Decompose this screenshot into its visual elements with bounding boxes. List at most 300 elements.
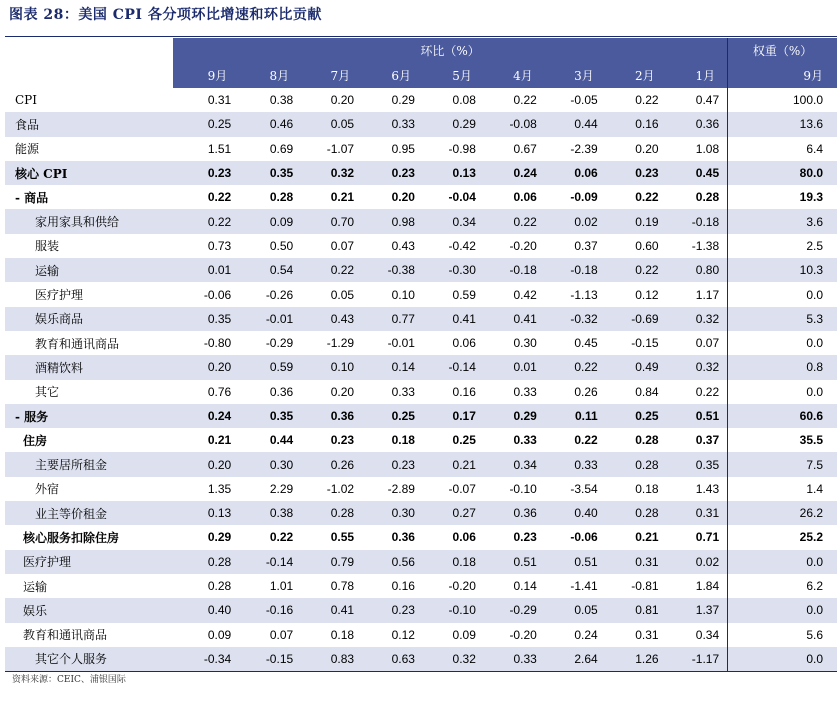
mom-value-cell: 0.25 <box>362 404 423 428</box>
row-label: 其它 <box>35 385 60 400</box>
mom-value-cell: 0.37 <box>574 238 598 253</box>
mom-value-cell: 0.22 <box>635 93 659 108</box>
mom-value-cell: -0.07 <box>448 481 476 496</box>
mom-value-cell: 0.18 <box>391 433 415 448</box>
mom-value-cell: -0.06 <box>570 530 598 545</box>
mom-value-cell: -0.26 <box>265 287 294 302</box>
mom-value-cell: 0.22 <box>574 433 598 448</box>
table-row <box>5 501 837 525</box>
mom-value-cell: 0.81 <box>606 598 667 622</box>
mom-value-cell: 0.22 <box>545 355 606 379</box>
mom-value-cell: 0.67 <box>513 141 537 156</box>
mom-value-cell: 0.49 <box>606 355 667 379</box>
mom-value-cell: -0.20 <box>448 579 476 594</box>
mom-value-cell: 0.30 <box>513 336 537 351</box>
mom-value-cell: 0.37 <box>695 433 720 448</box>
row-label: 主要居所租金 <box>5 452 173 476</box>
mom-value-cell: 0.10 <box>301 355 362 379</box>
row-label: - 商品 <box>15 190 49 205</box>
row-label: 核心 CPI <box>5 161 173 185</box>
mom-value-cell: 0.05 <box>330 287 355 302</box>
mom-value-cell: -0.01 <box>239 307 301 331</box>
mom-value-cell: 0.22 <box>269 530 294 545</box>
mom-value-cell: -0.10 <box>509 481 537 496</box>
mom-value-cell: -0.15 <box>239 647 301 672</box>
row-label: 其它个人服务 <box>5 647 173 672</box>
mom-value-cell: 2.29 <box>269 481 294 496</box>
mom-value-cell: 0.25 <box>452 433 476 448</box>
row-label: 运输 <box>23 579 48 594</box>
table-row <box>5 647 837 672</box>
mom-value-cell: 0.16 <box>452 384 476 399</box>
mom-value-cell: 0.84 <box>635 384 659 399</box>
row-label: 食品 <box>5 112 173 136</box>
mom-value-cell: 0.12 <box>391 627 415 642</box>
table-row <box>5 307 837 331</box>
mom-value-cell: 0.34 <box>695 627 720 642</box>
header-weight-month: 9月 <box>728 63 837 88</box>
mom-value-cell: 0.28 <box>269 190 294 205</box>
mom-value-cell: 0.21 <box>207 433 232 448</box>
mom-value-cell: 0.25 <box>606 404 667 428</box>
table-row <box>5 550 837 574</box>
mom-value-cell: 0.71 <box>695 530 720 545</box>
mom-value-cell: 0.51 <box>667 404 728 428</box>
mom-value-cell: 0.29 <box>423 112 484 136</box>
mom-value-cell: 0.55 <box>330 530 355 545</box>
mom-value-cell: -2.89 <box>387 481 415 496</box>
header-month-cell: 9月 <box>173 63 239 88</box>
table-row <box>5 623 837 647</box>
weight-value-cell: 3.6 <box>728 209 837 233</box>
header-corner <box>5 38 173 63</box>
weight-value-cell: 5.3 <box>728 307 837 331</box>
mom-value-cell: 1.26 <box>606 647 667 672</box>
mom-value-cell: 0.36 <box>269 384 294 399</box>
mom-value-cell: -0.98 <box>448 141 476 156</box>
mom-value-cell: -0.15 <box>631 336 659 351</box>
mom-value-cell: 0.06 <box>452 530 476 545</box>
header-month-cell: 1月 <box>667 63 728 88</box>
mom-value-cell: 0.11 <box>545 404 606 428</box>
mom-value-cell: -0.20 <box>509 627 537 642</box>
mom-value-cell: 0.16 <box>606 112 667 136</box>
mom-value-cell: 0.22 <box>606 258 667 282</box>
weight-value-cell: 60.6 <box>728 404 837 428</box>
mom-value-cell: 0.07 <box>695 336 720 351</box>
mom-value-cell: 0.33 <box>391 384 415 399</box>
cpi-table <box>5 38 837 672</box>
mom-value-cell: 1.17 <box>695 287 720 302</box>
mom-value-cell: 0.09 <box>452 627 476 642</box>
weight-value-cell: 6.2 <box>728 574 837 598</box>
mom-value-cell: 0.26 <box>574 384 598 399</box>
mom-value-cell: 0.01 <box>173 258 239 282</box>
mom-value-cell: 0.09 <box>207 627 232 642</box>
mom-value-cell: -0.18 <box>667 209 728 233</box>
mom-value-cell: 0.41 <box>423 307 484 331</box>
mom-value-cell: 0.07 <box>269 627 294 642</box>
mom-value-cell: 0.24 <box>173 404 239 428</box>
header-month-cell: 2月 <box>606 63 667 88</box>
page-title: 图表 28：美国 CPI 各分项环比增速和环比贡献 <box>9 7 322 23</box>
header-month-cell: 7月 <box>301 63 362 88</box>
mom-value-cell: 0.08 <box>452 93 476 108</box>
mom-value-cell: 0.35 <box>667 452 728 476</box>
mom-value-cell: 0.23 <box>362 161 423 185</box>
mom-value-cell: 0.54 <box>239 258 301 282</box>
mom-value-cell: 0.70 <box>301 209 362 233</box>
table-row <box>5 331 837 355</box>
mom-value-cell: -0.10 <box>423 598 484 622</box>
table-row <box>5 234 837 258</box>
mom-value-cell: 0.19 <box>606 209 667 233</box>
mom-value-cell: 0.10 <box>391 287 415 302</box>
header-month-cell: 5月 <box>423 63 484 88</box>
mom-value-cell: 1.08 <box>695 141 720 156</box>
mom-value-cell: 0.23 <box>362 598 423 622</box>
mom-value-cell: 0.51 <box>545 550 606 574</box>
row-label: 业主等价租金 <box>5 501 173 525</box>
weight-value-cell: 0.0 <box>728 331 837 355</box>
mom-value-cell: -0.81 <box>631 579 659 594</box>
mom-value-cell: 0.25 <box>173 112 239 136</box>
mom-value-cell: 0.36 <box>484 501 545 525</box>
mom-value-cell: 0.20 <box>330 384 355 399</box>
mom-value-cell: 1.51 <box>207 141 232 156</box>
mom-value-cell: 0.24 <box>574 627 598 642</box>
row-label: 核心服务扣除住房 <box>23 530 120 545</box>
mom-value-cell: 1.84 <box>695 579 720 594</box>
mom-value-cell: 0.02 <box>545 209 606 233</box>
mom-value-cell: 0.95 <box>391 141 415 156</box>
mom-value-cell: 0.23 <box>606 161 667 185</box>
mom-value-cell: 0.16 <box>391 579 415 594</box>
weight-value-cell: 19.3 <box>728 185 837 209</box>
mom-value-cell: 0.09 <box>239 209 301 233</box>
source-note: 资料来源：CEIC、浦银国际 <box>12 675 126 685</box>
mom-value-cell: 0.31 <box>667 501 728 525</box>
mom-value-cell: -0.20 <box>509 238 537 253</box>
mom-value-cell: 0.36 <box>301 404 362 428</box>
mom-value-cell: -1.41 <box>570 579 598 594</box>
row-label: 家用家具和供给 <box>5 209 173 233</box>
mom-value-cell: 0.33 <box>513 384 537 399</box>
mom-value-cell: 0.28 <box>173 550 239 574</box>
table-row <box>5 137 837 161</box>
mom-value-cell: 0.21 <box>423 452 484 476</box>
mom-value-cell: -0.14 <box>239 550 301 574</box>
table-row <box>5 355 837 379</box>
mom-value-cell: 0.23 <box>173 161 239 185</box>
mom-value-cell: 2.64 <box>545 647 606 672</box>
mom-value-cell: 0.21 <box>635 530 659 545</box>
row-label: 医疗护理 <box>35 288 84 303</box>
mom-value-cell: 0.42 <box>513 287 537 302</box>
mom-value-cell: 0.40 <box>173 598 239 622</box>
weight-value-cell: 0.0 <box>728 647 837 672</box>
mom-value-cell: 0.14 <box>513 579 537 594</box>
mom-value-cell: -1.07 <box>326 141 355 156</box>
weight-value-cell: 2.5 <box>728 234 837 258</box>
table-row <box>5 428 837 452</box>
mom-value-cell: 0.38 <box>239 501 301 525</box>
row-label: 服装 <box>35 239 60 254</box>
mom-value-cell: 0.06 <box>545 161 606 185</box>
mom-value-cell: 0.59 <box>239 355 301 379</box>
row-label: 娱乐 <box>5 598 173 622</box>
mom-value-cell: 0.35 <box>173 307 239 331</box>
mom-value-cell: -0.14 <box>423 355 484 379</box>
row-label: 教育和通讯商品 <box>23 628 108 643</box>
mom-value-cell: 0.34 <box>484 452 545 476</box>
table-row <box>5 598 837 622</box>
mom-value-cell: -1.29 <box>326 336 355 351</box>
header-month-cell: 8月 <box>239 63 301 88</box>
mom-value-cell: -0.18 <box>484 258 545 282</box>
mom-value-cell: 0.18 <box>635 481 659 496</box>
mom-value-cell: -1.02 <box>326 481 355 496</box>
mom-value-cell: 0.46 <box>239 112 301 136</box>
mom-value-cell: 0.36 <box>667 112 728 136</box>
row-label: CPI <box>15 93 37 108</box>
mom-value-cell: -0.09 <box>570 190 598 205</box>
mom-value-cell: 0.83 <box>301 647 362 672</box>
mom-value-cell: 0.50 <box>269 238 294 253</box>
mom-value-cell: 0.12 <box>635 287 659 302</box>
mom-value-cell: 0.06 <box>513 190 537 205</box>
mom-value-cell: 0.30 <box>239 452 301 476</box>
mom-value-cell: 0.79 <box>301 550 362 574</box>
mom-value-cell: 0.02 <box>667 550 728 574</box>
mom-value-cell: 0.56 <box>362 550 423 574</box>
mom-value-cell: 0.18 <box>423 550 484 574</box>
header-month-cell: 3月 <box>545 63 606 88</box>
mom-value-cell: -0.06 <box>203 287 232 302</box>
table-row <box>5 185 837 209</box>
mom-value-cell: 0.44 <box>269 433 294 448</box>
mom-value-cell: 0.28 <box>301 501 362 525</box>
mom-value-cell: 0.01 <box>484 355 545 379</box>
mom-value-cell: 0.22 <box>635 190 659 205</box>
mom-value-cell: -0.04 <box>448 190 476 205</box>
weight-value-cell: 26.2 <box>728 501 837 525</box>
mom-value-cell: 0.33 <box>484 647 545 672</box>
mom-value-cell: 1.01 <box>269 579 294 594</box>
mom-value-cell: 0.31 <box>207 93 232 108</box>
table-row <box>5 477 837 501</box>
mom-value-cell: 0.31 <box>606 550 667 574</box>
mom-value-cell: 0.14 <box>362 355 423 379</box>
mom-value-cell: 0.73 <box>207 238 232 253</box>
header-weight-group: 权重（%） <box>728 38 837 63</box>
mom-value-cell: -0.34 <box>173 647 239 672</box>
mom-value-cell: 0.32 <box>667 307 728 331</box>
header-month-cell: 6月 <box>362 63 423 88</box>
row-label: 能源 <box>15 142 40 157</box>
mom-value-cell: 0.33 <box>545 452 606 476</box>
mom-value-cell: 0.63 <box>362 647 423 672</box>
table-row <box>5 380 837 404</box>
mom-value-cell: -0.69 <box>606 307 667 331</box>
mom-value-cell: 0.17 <box>423 404 484 428</box>
table-row <box>5 161 837 185</box>
table-row <box>5 209 837 233</box>
mom-value-cell: 0.22 <box>207 190 232 205</box>
weight-value-cell: 1.4 <box>728 477 837 501</box>
mom-value-cell: 1.37 <box>667 598 728 622</box>
mom-value-cell: 0.36 <box>391 530 415 545</box>
table-row <box>5 112 837 136</box>
mom-value-cell: 0.59 <box>452 287 476 302</box>
mom-value-cell: 0.28 <box>635 433 659 448</box>
mom-value-cell: 0.24 <box>484 161 545 185</box>
header-month-cell: 4月 <box>484 63 545 88</box>
weight-value-cell: 13.6 <box>728 112 837 136</box>
mom-value-cell: 0.29 <box>484 404 545 428</box>
table-row <box>5 574 837 598</box>
mom-value-cell: 1.35 <box>207 481 232 496</box>
weight-value-cell: 25.2 <box>728 525 837 549</box>
weight-value-cell: 5.6 <box>728 623 837 647</box>
mom-value-cell: 0.29 <box>391 93 415 108</box>
weight-value-cell: 80.0 <box>728 161 837 185</box>
mom-value-cell: -1.13 <box>570 287 598 302</box>
title-divider <box>5 36 837 37</box>
mom-value-cell: 0.18 <box>330 627 355 642</box>
mom-value-cell: 0.76 <box>207 384 232 399</box>
mom-value-cell: -0.38 <box>362 258 423 282</box>
mom-value-cell: -0.80 <box>203 336 232 351</box>
mom-value-cell: 0.77 <box>362 307 423 331</box>
mom-value-cell: 0.05 <box>545 598 606 622</box>
mom-value-cell: 0.44 <box>545 112 606 136</box>
mom-value-cell: 0.69 <box>269 141 294 156</box>
mom-value-cell: 0.43 <box>391 238 415 253</box>
mom-value-cell: 0.23 <box>362 452 423 476</box>
mom-value-cell: 0.33 <box>362 112 423 136</box>
mom-value-cell: 0.28 <box>606 452 667 476</box>
header-mom-group: 环比（%） <box>173 38 728 63</box>
row-label: 教育和通讯商品 <box>35 336 120 351</box>
header-group-row <box>5 38 837 63</box>
table-row <box>5 452 837 476</box>
mom-value-cell: 0.45 <box>667 161 728 185</box>
weight-value-cell: 0.0 <box>728 550 837 574</box>
header-corner <box>5 63 173 88</box>
mom-value-cell: -0.01 <box>387 336 415 351</box>
mom-value-cell: -0.29 <box>484 598 545 622</box>
mom-value-cell: -0.16 <box>239 598 301 622</box>
mom-value-cell: -3.54 <box>570 481 598 496</box>
mom-value-cell: 0.43 <box>301 307 362 331</box>
table-row <box>5 525 837 549</box>
mom-value-cell: 0.98 <box>362 209 423 233</box>
mom-value-cell: -0.29 <box>265 336 294 351</box>
row-label: 娱乐商品 <box>5 307 173 331</box>
mom-value-cell: 0.29 <box>207 530 232 545</box>
table-row <box>5 88 837 112</box>
mom-value-cell: -1.38 <box>691 238 720 253</box>
mom-value-cell: 0.22 <box>695 384 720 399</box>
row-label: - 服务 <box>5 404 173 428</box>
mom-value-cell: 0.05 <box>301 112 362 136</box>
mom-value-cell: -0.32 <box>545 307 606 331</box>
mom-value-cell: 0.13 <box>173 501 239 525</box>
mom-value-cell: 0.34 <box>423 209 484 233</box>
mom-value-cell: 0.20 <box>330 93 355 108</box>
mom-value-cell: 0.32 <box>667 355 728 379</box>
mom-value-cell: 0.45 <box>574 336 598 351</box>
row-label: 运输 <box>5 258 173 282</box>
mom-value-cell: 1.43 <box>695 481 720 496</box>
mom-value-cell: 0.20 <box>173 452 239 476</box>
mom-value-cell: 0.21 <box>330 190 355 205</box>
mom-value-cell: 0.28 <box>695 190 720 205</box>
mom-value-cell: -0.08 <box>484 112 545 136</box>
weight-value-cell: 100.0 <box>728 88 837 112</box>
weight-value-cell: 0.0 <box>728 380 837 404</box>
mom-value-cell: 0.28 <box>606 501 667 525</box>
mom-value-cell: -0.30 <box>423 258 484 282</box>
mom-value-cell: 0.60 <box>635 238 659 253</box>
mom-value-cell: 0.35 <box>239 161 301 185</box>
mom-value-cell: 0.40 <box>545 501 606 525</box>
mom-value-cell: -0.42 <box>448 238 476 253</box>
mom-value-cell: 0.06 <box>452 336 476 351</box>
mom-value-cell: 0.38 <box>269 93 294 108</box>
mom-value-cell: -0.18 <box>545 258 606 282</box>
table-row <box>5 404 837 428</box>
mom-value-cell: 0.41 <box>484 307 545 331</box>
weight-value-cell: 7.5 <box>728 452 837 476</box>
mom-value-cell: 0.32 <box>423 647 484 672</box>
mom-value-cell: -1.17 <box>667 647 728 672</box>
mom-value-cell: 0.22 <box>301 258 362 282</box>
row-label: 外宿 <box>35 482 60 497</box>
weight-value-cell: 35.5 <box>728 428 837 452</box>
mom-value-cell: 0.32 <box>301 161 362 185</box>
mom-value-cell: 0.22 <box>484 209 545 233</box>
weight-value-cell: 6.4 <box>728 137 837 161</box>
table-row <box>5 282 837 306</box>
mom-value-cell: 0.31 <box>635 627 659 642</box>
mom-value-cell: 0.20 <box>391 190 415 205</box>
mom-value-cell: 0.47 <box>695 93 720 108</box>
weight-value-cell: 0.0 <box>728 282 837 306</box>
mom-value-cell: 0.26 <box>301 452 362 476</box>
mom-value-cell: 0.20 <box>635 141 659 156</box>
row-label: 住房 <box>23 433 48 448</box>
mom-value-cell: 0.22 <box>513 93 537 108</box>
weight-value-cell: 0.0 <box>728 598 837 622</box>
mom-value-cell: 0.27 <box>423 501 484 525</box>
mom-value-cell: 0.35 <box>239 404 301 428</box>
table-row <box>5 258 837 282</box>
mom-value-cell: 0.33 <box>513 433 537 448</box>
mom-value-cell: 0.80 <box>667 258 728 282</box>
mom-value-cell: -0.05 <box>570 93 598 108</box>
weight-value-cell: 10.3 <box>728 258 837 282</box>
header-month-row <box>5 63 837 88</box>
row-label: 酒精饮料 <box>5 355 173 379</box>
weight-value-cell: 0.8 <box>728 355 837 379</box>
mom-value-cell: 0.20 <box>173 355 239 379</box>
mom-value-cell: 0.22 <box>173 209 239 233</box>
row-label: 医疗护理 <box>5 550 173 574</box>
mom-value-cell: 0.23 <box>513 530 537 545</box>
mom-value-cell: 0.28 <box>207 579 232 594</box>
